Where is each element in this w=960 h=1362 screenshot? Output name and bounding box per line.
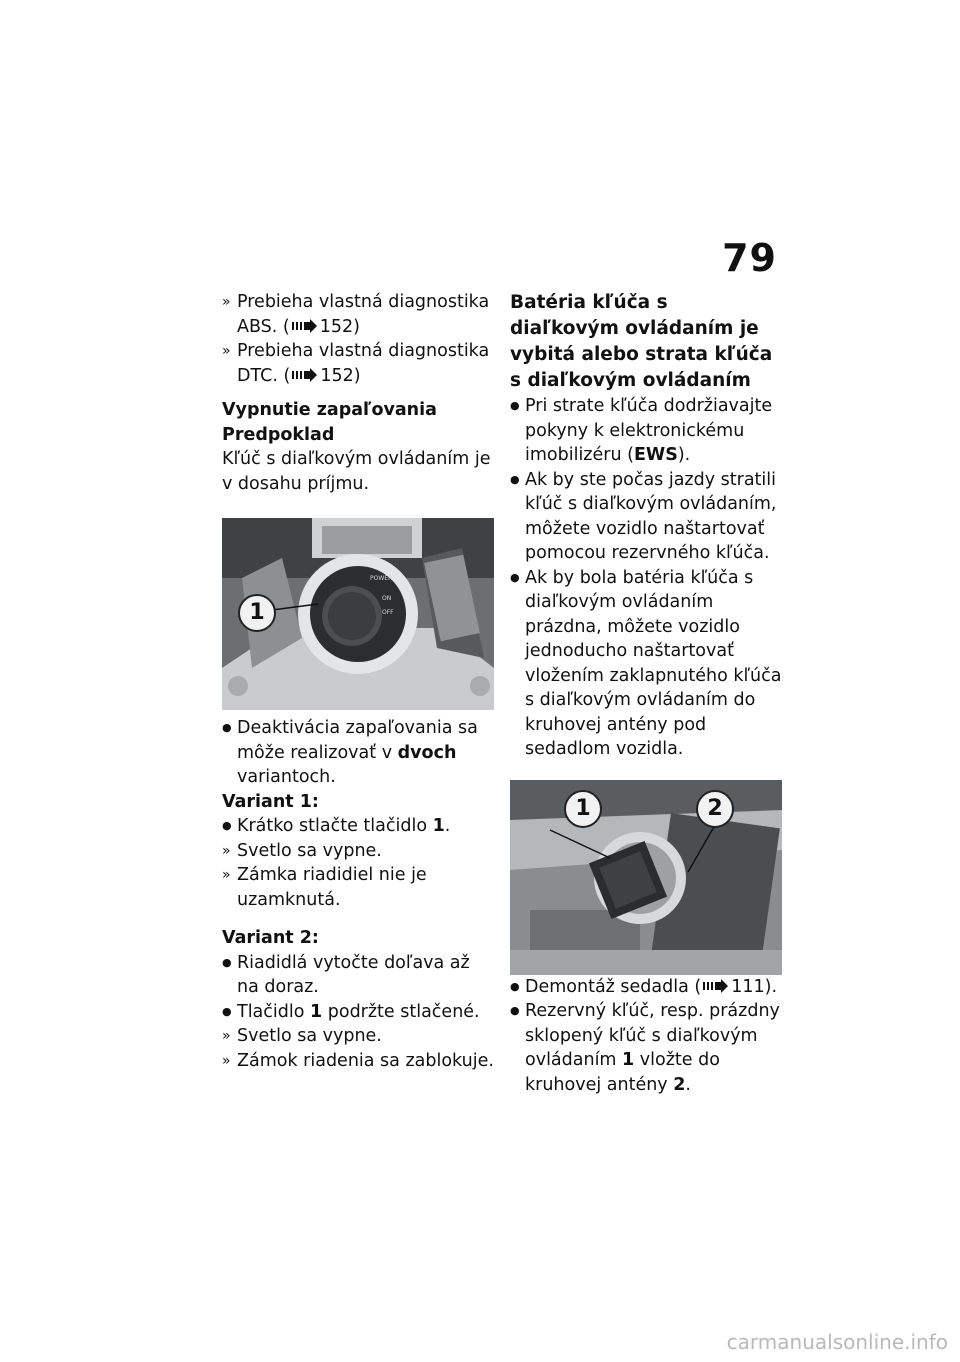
bullet-icon [510, 975, 525, 1002]
list-item: ● Pri strate kľúča dodržiavajte pokyny k elektronickému imobilizéru (EWS). [510, 394, 782, 468]
bullet-icon [510, 999, 525, 1026]
result-item: » Zámka riadidiel nie je uzamknutá. [222, 863, 494, 912]
variant-heading: Variant 1: [222, 791, 319, 812]
bullet-icon [510, 394, 525, 421]
result-item: » Zámok riadenia sa zablokuje. [222, 1049, 494, 1074]
page-reference-icon[interactable] [703, 979, 729, 993]
result-arrow-icon [222, 863, 237, 889]
svg-text:OFF: OFF [382, 609, 394, 616]
result-arrow-icon [222, 839, 237, 865]
watermark-footer: carmanualsonline.info [726, 1330, 948, 1354]
result-item: » Prebieha vlastná diagnostika DTC. ( 152) [222, 339, 494, 388]
page-reference-icon[interactable] [292, 368, 318, 382]
bullet-icon [222, 951, 237, 978]
callout-1: 1 [564, 790, 602, 828]
result-item: » Svetlo sa vypne. [222, 839, 494, 864]
page-reference[interactable]: 152) [320, 365, 361, 386]
list-item: ● Tlačidlo 1 podržte stlačené. [222, 1000, 494, 1025]
list-item: ● Rezervný kľúč, resp. prázdny sklopený kľúč s diaľkovým ovládaním 1 vložte do kruhovej antény 2. [510, 999, 782, 1097]
variant-heading: Variant 2: [222, 928, 319, 948]
svg-text:POWER: POWER [370, 575, 393, 582]
right-column [510, 290, 782, 1097]
list-item: ● Deaktivácia zapaľovania sa môže realizovať v dvoch variantoch. [222, 716, 494, 790]
bullet-icon [510, 566, 525, 593]
page-reference[interactable]: 152) [319, 316, 360, 337]
result-arrow-icon [222, 1024, 237, 1050]
result-item: » Prebieha vlastná diagnostika ABS. ( 152) [222, 290, 494, 339]
page-number: 79 [722, 236, 777, 280]
subsection-heading: Predpoklad [222, 424, 335, 445]
svg-text:ON: ON [382, 595, 392, 602]
section-heading: Vypnutie zapaľovania [222, 400, 437, 420]
section-heading: Batéria kľúča s diaľkovým ovládaním je vybitá alebo strata kľúča s diaľkovým ovládaním [510, 292, 773, 391]
result-item: » Svetlo sa vypne. [222, 1024, 494, 1049]
antenna-illustration [510, 780, 782, 975]
precondition-text: Kľúč s diaľkovým ovládaním je v dosahu príjmu. [222, 449, 491, 494]
ignition-switch-photo [222, 518, 494, 710]
list-item: ● Demontáž sedadla ( 111). [510, 975, 782, 1000]
left-column [222, 290, 494, 1073]
callout-2: 2 [696, 790, 734, 828]
result-arrow-icon [222, 1049, 237, 1075]
bullet-icon [510, 468, 525, 495]
bullet-icon [222, 716, 237, 743]
list-item: ● Krátko stlačte tlačidlo 1. [222, 814, 494, 839]
result-arrow-icon [222, 290, 237, 316]
bullet-icon [222, 1000, 237, 1027]
page-reference-icon[interactable] [292, 319, 318, 333]
list-item: ● Ak by bola batéria kľúča s diaľkovým ovládaním prázdna, môžete vozidlo jednoducho naštartovať vložením zaklapnutého kľúča s diaľkovým ovládaním do kruhovej antény pod sedadlom vozidla. [510, 566, 782, 762]
antenna-photo [510, 780, 782, 975]
result-arrow-icon [222, 339, 237, 365]
callout-1: 1 [238, 594, 276, 632]
page-reference[interactable]: 111). [731, 976, 778, 997]
list-item: ● Riadidlá vytočte doľava až na doraz. [222, 951, 494, 1000]
list-item: ● Ak by ste počas jazdy stratili kľúč s diaľkovým ovládaním, môžete vozidlo naštartovať pomocou rezervného kľúča. [510, 468, 782, 566]
bullet-icon [222, 814, 237, 841]
